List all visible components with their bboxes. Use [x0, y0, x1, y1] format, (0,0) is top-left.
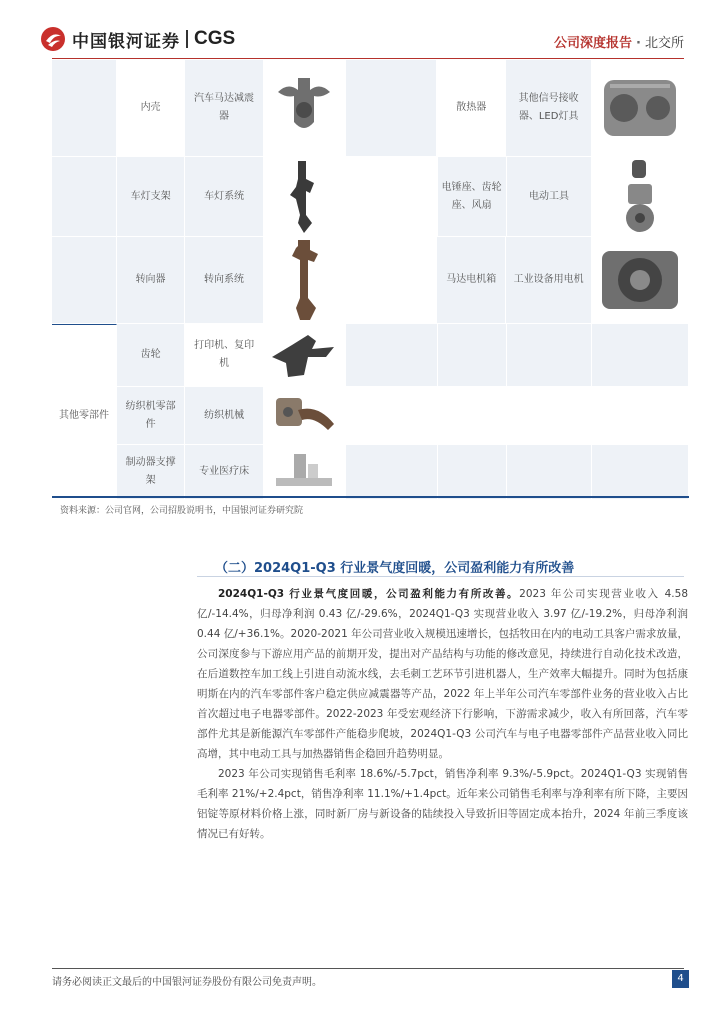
footer-disclaimer: 请务必阅读正文最后的中国银河证券股份有限公司免责声明。: [52, 977, 322, 988]
table-cell-category: [52, 324, 117, 387]
report-type: 公司深度报告: [554, 36, 633, 51]
heatsink-part-icon: [596, 68, 684, 148]
table-cell-blank: [346, 157, 438, 237]
header-rule: [52, 58, 684, 59]
table-cell-application: 纺织机械: [185, 387, 264, 445]
table-cell-application: [507, 387, 593, 445]
table-cell-category: 其他零部件: [52, 387, 117, 445]
table-cell-part: [438, 387, 507, 445]
logo-chinese-name: 中国银河证券: [72, 31, 180, 52]
table-cell-application: [507, 324, 593, 387]
table-cell-application: 转向系统: [185, 237, 264, 324]
table-cell-category: [52, 157, 117, 237]
table-source-note: 资料来源：公司官网，公司招股说明书，中国银河证券研究院: [60, 506, 304, 516]
section-rule: [197, 576, 684, 577]
table-cell-image: [264, 324, 346, 387]
logo-english-name: CGS: [194, 28, 236, 49]
table-cell-blank: [346, 445, 438, 500]
table-cell-image: [264, 387, 346, 445]
report-category: [554, 32, 684, 51]
table-cell-part: 马达电机箱: [437, 237, 506, 324]
table-cell-part: [438, 324, 507, 387]
table-cell-part: 内壳: [117, 60, 185, 157]
table-cell-application: [507, 445, 593, 500]
table-cell-image: [264, 237, 346, 324]
table-cell-part: 散热器: [437, 60, 506, 157]
table-cell-part: [438, 445, 507, 500]
table-cell-blank: [346, 237, 438, 324]
brake-bracket-icon: [268, 450, 340, 494]
table-bottom-rule: [52, 496, 689, 498]
table-cell-image: [592, 157, 689, 237]
paragraph-body: 2023 年公司实现销售毛利率 18.6%/-5.7pct，销售净利率 9.3%/-5.9pct。2024Q1-Q3 实现销售毛利率 21%/+2.4pct，销售净利率 11.1%/+1.4pct。近年来公司销售毛利率与净利率有所下降，主要因铝锭等原材料价格上涨，同时新厂房与新设备的陆续投入导致折旧等固定成本抬升，2024 年前三季度该情况已有好转。: [197, 768, 688, 840]
table-cell-application: 车灯系统: [185, 157, 264, 237]
footer-rule: [52, 968, 684, 969]
table-cell-blank: [346, 60, 438, 157]
header-separator: ·: [636, 36, 641, 51]
table-cell-image: [264, 60, 346, 157]
table-cell-part: 电锤座、齿轮座、风扇: [438, 157, 507, 237]
paragraph-lead: 2024Q1-Q3 行业景气度回暖，公司盈利能力有所改善。: [218, 588, 520, 600]
table-row: [52, 237, 689, 324]
motor-housing-icon: [596, 241, 684, 319]
table-cell-application: 工业设备用电机: [506, 237, 592, 324]
paragraph-margin: [197, 764, 688, 844]
table-cell-image: [592, 387, 689, 445]
textile-part-icon: [268, 390, 340, 442]
table-cell-application: 汽车马达减震器: [185, 60, 264, 157]
table-row: [52, 387, 689, 445]
table-row: [52, 60, 689, 157]
damper-part-icon: [268, 72, 340, 144]
table-cell-image: [592, 60, 689, 157]
table-cell-blank: [346, 324, 438, 387]
table-cell-application: 打印机、复印机: [185, 324, 264, 387]
table-cell-part: 制动器支撑架: [117, 445, 185, 500]
table-cell-category: [52, 60, 117, 157]
table-cell-image: [264, 445, 346, 500]
lamp-bracket-icon: [284, 159, 324, 235]
company-logo: [40, 26, 235, 52]
table-cell-image: [592, 324, 689, 387]
table-row: [52, 445, 689, 500]
table-cell-application: 专业医疗床: [185, 445, 264, 500]
paragraph-body: 2023 年公司实现营业收入 4.58 亿/-14.4%，归母净利润 0.43 亿/-29.6%，2024Q1-Q3 实现营业收入 3.97 亿/-19.2%，归母净利润 0.44 亿/+36.1%。2020-2021 年公司营业收入规模迅速增长，包括牧田在内的电动工具客户需求放量，公司深度参与下游应用产品的前期开发，提出对产品结构与功能的修改意见，持续进行自动化技术改造，在后道数控车加工线上引进自动流水线，去毛刺工艺环节引进机器人，生产效率大幅提升。同时为包括康明斯在内的汽车零部件客户稳定供应减震器等产品，2022 年上半年公司汽车零部件业务的营业收入占比首次超过电子电器零部件。2022-2023 年受宏观经济下行影响，下游需求减少，收入有所回落，汽车零部件尤其是新能源汽车零部件产能稳步爬坡，2024Q1-Q3 公司汽车与电子电器零部件产品营业收入同比高增，其中电动工具与加热器销售企稳回升趋势明显。: [197, 588, 689, 760]
table-cell-image: [264, 157, 346, 237]
table-cell-part: 齿轮: [117, 324, 185, 387]
page-number: 4: [672, 970, 689, 988]
gear-part-icon: [268, 327, 340, 383]
table-cell-blank: [346, 387, 438, 445]
table-row: [52, 157, 689, 237]
page-header: [0, 0, 724, 60]
table-row: [52, 324, 689, 387]
cgs-logo-icon: [40, 26, 66, 52]
table-cell-application: 电动工具: [507, 157, 593, 237]
table-cell-part: 转向器: [117, 237, 185, 324]
table-cell-image: [592, 237, 689, 324]
paragraph-revenue: [197, 584, 688, 764]
section-title: （二）2024Q1-Q3 行业景气度回暖，公司盈利能力有所改善: [215, 561, 575, 576]
table-cell-image: [592, 445, 689, 500]
logo-divider: [186, 30, 188, 48]
power-tool-parts-icon: [620, 158, 660, 236]
exchange-name: 北交所: [644, 36, 684, 51]
steering-part-icon: [282, 238, 326, 322]
table-cell-category: [52, 237, 117, 324]
table-cell-part: 纺织机零部件: [117, 387, 185, 445]
table-cell-application: 其他信号接收器、LED灯具: [506, 60, 592, 157]
table-cell-part: 车灯支架: [117, 157, 185, 237]
table-cell-category: [52, 445, 117, 500]
